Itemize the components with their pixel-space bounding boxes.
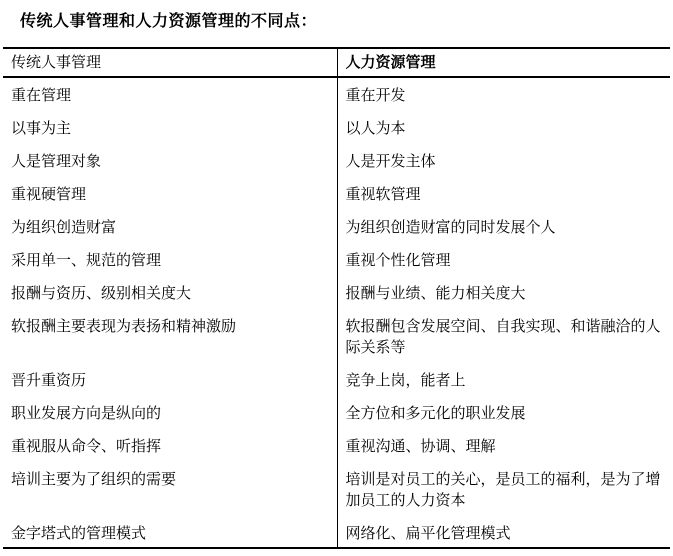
table-row [3,144,670,177]
table-header-row [3,48,670,77]
table-row [3,276,670,309]
cell-modern: 培训是对员工的关心，是员工的福利，是为了增加员工的人力资本 [337,462,670,516]
table-row [3,210,670,243]
cell-modern: 重视个性化管理 [337,243,670,276]
cell-traditional: 培训主要为了组织的需要 [11,470,177,488]
cell-modern: 重在开发 [337,77,670,111]
comparison-table [3,47,670,549]
cell-modern: 重视沟通、协调、理解 [337,429,670,462]
cell-traditional: 人是管理对象 [11,152,102,170]
table-row [3,309,670,363]
table-row [3,77,670,111]
table-row [3,363,670,396]
cell-modern: 为组织创造财富的同时发展个人 [337,210,670,243]
document-title: 传统人事管理和人力资源管理的不同点： [20,11,318,30]
header-traditional-hr: 传统人事管理 [3,48,337,77]
cell-modern: 网络化、扁平化管理模式 [337,516,670,548]
table-row [3,177,670,210]
cell-traditional: 重视硬管理 [11,185,87,203]
cell-traditional: 金字塔式的管理模式 [3,516,337,548]
cell-modern: 软报酬包含发展空间、自我实现、和谐融洽的人际关系等 [337,309,670,363]
cell-traditional: 职业发展方向是纵向的 [11,404,162,422]
cell-traditional: 软报酬主要表现为表扬和精神激励 [11,317,237,335]
cell-modern: 以人为本 [337,111,670,144]
cell-modern: 全方位和多元化的职业发展 [337,396,670,429]
cell-traditional: 采用单一、规范的管理 [11,251,162,269]
table-row [3,396,670,429]
cell-traditional: 报酬与资历、级别相关度大 [11,284,192,302]
cell-traditional: 晋升重资历 [11,371,87,389]
cell-traditional: 重在管理 [11,86,72,104]
table-row [3,429,670,462]
cell-modern: 竞争上岗，能者上 [337,363,670,396]
cell-modern: 报酬与业绩、能力相关度大 [337,276,670,309]
table-row [3,462,670,516]
header-human-resource-mgmt: 人力资源管理 [337,48,670,77]
table-row [3,243,670,276]
cell-traditional: 为组织创造财富 [11,218,117,236]
table-row [3,111,670,144]
cell-traditional: 以事为主 [11,119,72,137]
cell-traditional: 重视服从命令、听指挥 [11,437,162,455]
cell-modern: 重视软管理 [337,177,670,210]
table-row [3,516,670,548]
cell-modern: 人是开发主体 [337,144,670,177]
